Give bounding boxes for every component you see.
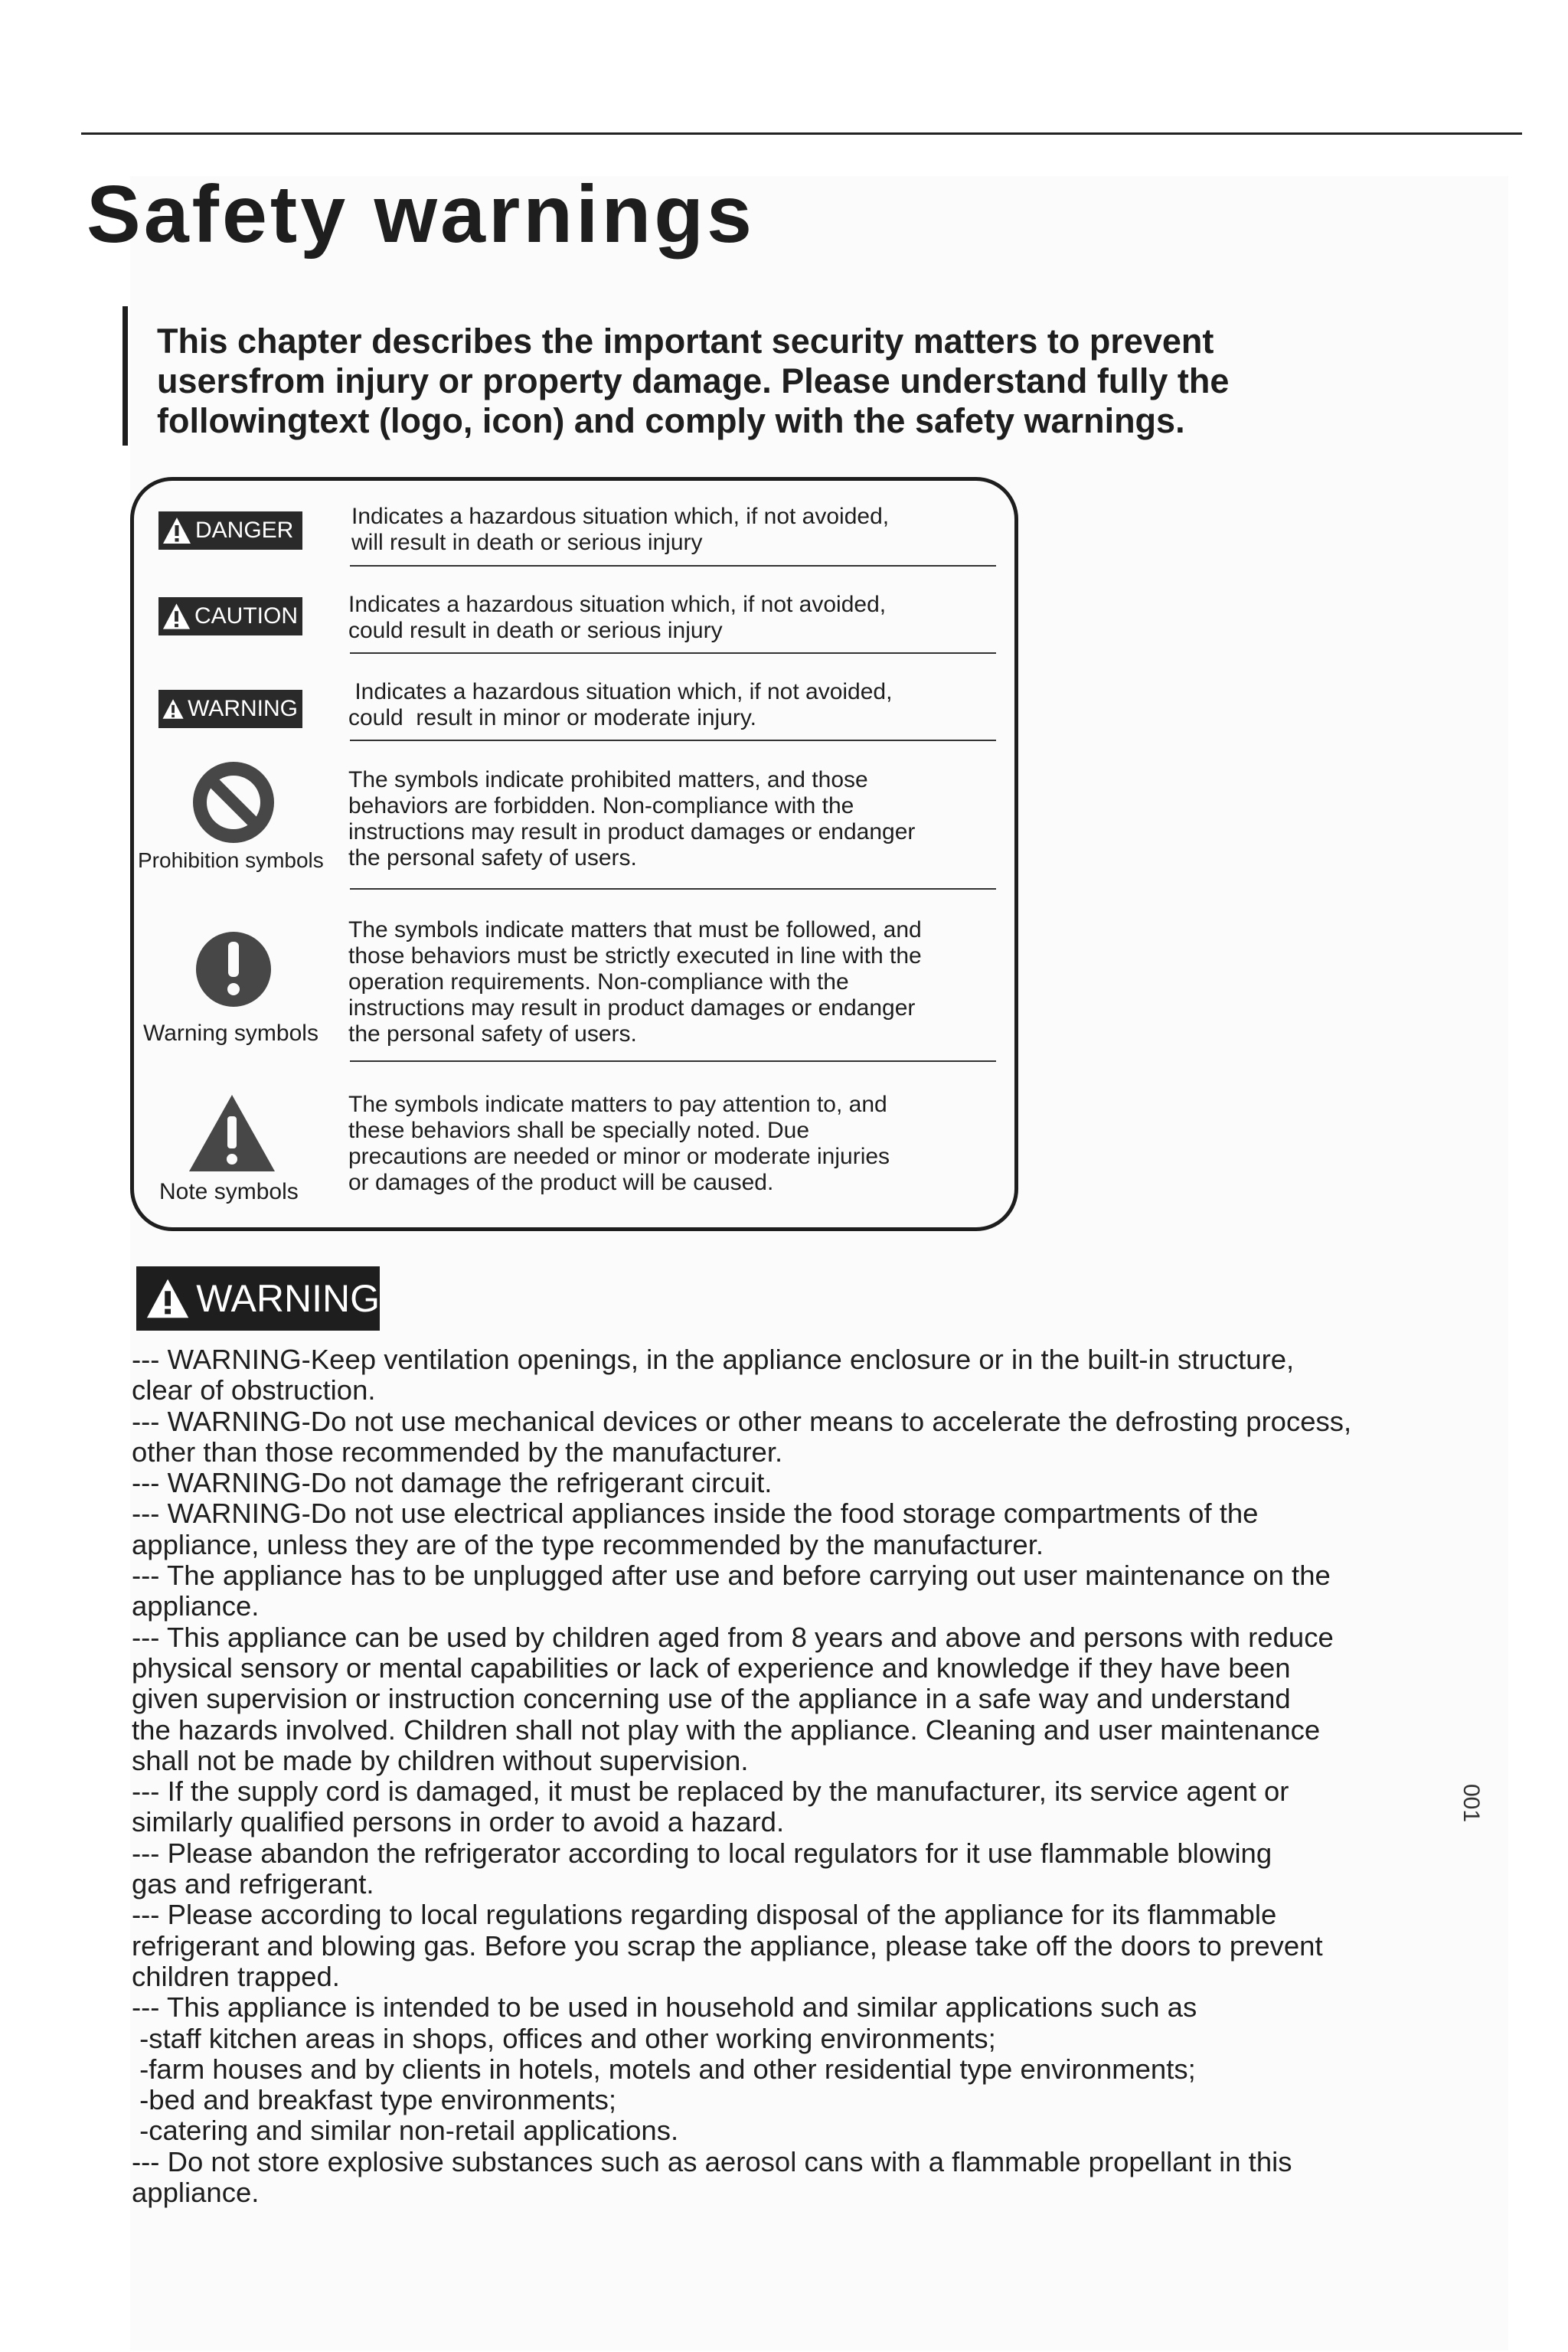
caution-description — [348, 592, 886, 644]
warning-badge-label: WARNING — [188, 696, 298, 721]
description-line: Indicates a hazardous situation which, if not avoided, — [348, 679, 893, 704]
page-title: Safety warnings — [87, 169, 755, 260]
warning-line: --- Please according to local regulations regarding disposal of the appliance for its flammable — [132, 1899, 1277, 1931]
warning-heading-label: WARNING — [196, 1277, 380, 1320]
warning-line: -catering and similar non-retail applications. — [132, 2115, 679, 2147]
warning-line: appliance. — [132, 2177, 260, 2209]
warning-line: gas and refrigerant. — [132, 1868, 374, 1900]
note-symbol-description — [348, 1092, 890, 1196]
warning-triangle-icon — [145, 1277, 190, 1320]
warning-line: similarly qualified persons in order to avoid a hazard. — [132, 1806, 785, 1838]
description-line: will result in death or serious injury — [351, 530, 703, 555]
warning-line: children trapped. — [132, 1960, 340, 1992]
prohibition-label: Prohibition symbols — [138, 848, 324, 872]
description-line: instructions may result in product damages or endanger — [348, 995, 916, 1021]
danger-badge-label: DANGER — [195, 518, 294, 543]
description-line: or damages of the product will be caused. — [348, 1170, 774, 1195]
caution-badge — [158, 597, 302, 635]
description-line: Indicates a hazardous situation which, if not avoided, — [351, 504, 890, 529]
warning-line: refrigerant and blowing gas. Before you scrap the appliance, please take off the doors to prevent — [132, 1929, 1323, 1962]
warning-line: physical sensory or mental capabilities or lack of experience and knowledge if they have been — [132, 1651, 1291, 1684]
warning-triangle-icon — [162, 694, 185, 724]
warning-line: --- WARNING-Do not use mechanical devices or other means to accelerate the defrosting process, — [132, 1405, 1352, 1437]
note-symbol-label: Note symbols — [159, 1179, 299, 1204]
warning-line: --- Do not store explosive substances such as aerosol cans with a flammable propellant in this — [132, 2145, 1292, 2177]
legend-divider — [350, 1060, 996, 1062]
description-line: precautions are needed or minor or moderate injuries — [348, 1144, 890, 1169]
warning-line: clear of obstruction. — [132, 1374, 376, 1406]
warning-line: --- If the supply cord is damaged, it must be replaced by the manufacturer, its service agent or — [132, 1775, 1289, 1808]
warning-line: appliance. — [132, 1590, 260, 1622]
danger-badge — [158, 511, 302, 550]
warning-symbol-label: Warning symbols — [143, 1021, 318, 1046]
warning-line: --- This appliance is intended to be used in household and similar applications such as — [132, 1991, 1197, 2024]
warning-symbol-description — [348, 917, 922, 1047]
intro-line: This chapter describes the important security matters to prevent — [157, 322, 1214, 361]
description-line: operation requirements. Non-compliance with the — [348, 969, 849, 995]
warning-line: -farm houses and by clients in hotels, motels and other residential type environments; — [132, 2053, 1196, 2085]
description-line: behaviors are forbidden. Non-compliance with the — [348, 793, 854, 818]
exclamation-circle-icon — [195, 931, 272, 1008]
warning-line: --- WARNING-Do not damage the refrigerant circuit. — [132, 1467, 773, 1499]
warning-list — [132, 1344, 1449, 2208]
description-line: Indicates a hazardous situation which, if not avoided, — [348, 592, 887, 617]
warning-line: -bed and breakfast type environments; — [132, 2084, 617, 2116]
intro-block — [122, 306, 1459, 446]
warning-line: other than those recommended by the manufacturer. — [132, 1436, 783, 1468]
description-line: these behaviors shall be specially noted. Due — [348, 1118, 810, 1143]
page-number: 001 — [1459, 1784, 1484, 1823]
warning-line: --- This appliance can be used by children aged from 8 years and above and persons with reduce — [132, 1621, 1334, 1653]
legend-divider — [350, 652, 996, 654]
warning-line: -staff kitchen areas in shops, offices and other working environments; — [132, 2022, 996, 2054]
warning-triangle-icon — [162, 602, 191, 631]
description-line: The symbols indicate prohibited matters, and those — [348, 767, 868, 792]
legend-divider — [350, 565, 996, 567]
description-line: The symbols indicate matters that must be followed, and — [348, 917, 922, 942]
legend-divider — [350, 888, 996, 890]
legend-divider — [350, 740, 996, 741]
description-line: could result in minor or moderate injury. — [348, 705, 756, 730]
warning-description — [348, 679, 892, 731]
prohibition-icon — [191, 760, 276, 844]
warning-badge — [158, 690, 302, 728]
description-line: those behaviors must be strictly executed in line with the — [348, 943, 922, 969]
header-rule — [81, 132, 1522, 135]
intro-line: followingtext (logo, icon) and comply with the safety warnings. — [157, 401, 1185, 440]
description-line: instructions may result in product damages or endanger — [348, 819, 916, 844]
warning-line: --- WARNING-Keep ventilation openings, in the appliance enclosure or in the built-in structure, — [132, 1344, 1295, 1375]
warning-line: --- Please abandon the refrigerator according to local regulators for it use flammable blowing — [132, 1837, 1272, 1869]
warning-line: --- WARNING-Do not use electrical appliances inside the food storage compartments of the — [132, 1498, 1259, 1530]
intro-line: usersfrom injury or property damage. Please understand fully the — [157, 361, 1230, 400]
warning-line: the hazards involved. Children shall not play with the appliance. Cleaning and user maintenance — [132, 1713, 1321, 1746]
prohibition-description — [348, 767, 915, 871]
warning-line: --- The appliance has to be unplugged after use and before carrying out user maintenance on the — [132, 1560, 1331, 1592]
caution-triangle-icon — [188, 1093, 276, 1173]
warning-line: shall not be made by children without supervision. — [132, 1744, 749, 1776]
caution-badge-label: CAUTION — [194, 603, 298, 629]
danger-description — [351, 504, 889, 556]
description-line: the personal safety of users. — [348, 1021, 637, 1047]
symbol-legend — [130, 477, 1018, 1231]
description-line: The symbols indicate matters to pay attention to, and — [348, 1092, 887, 1117]
warning-line: appliance, unless they are of the type recommended by the manufacturer. — [132, 1528, 1044, 1560]
description-line: the personal safety of users. — [348, 845, 637, 871]
warning-heading — [136, 1266, 380, 1331]
warning-triangle-icon — [162, 516, 192, 545]
description-line: could result in death or serious injury — [348, 618, 723, 643]
warning-line: given supervision or instruction concerning use of the appliance in a safe way and understand — [132, 1683, 1291, 1715]
